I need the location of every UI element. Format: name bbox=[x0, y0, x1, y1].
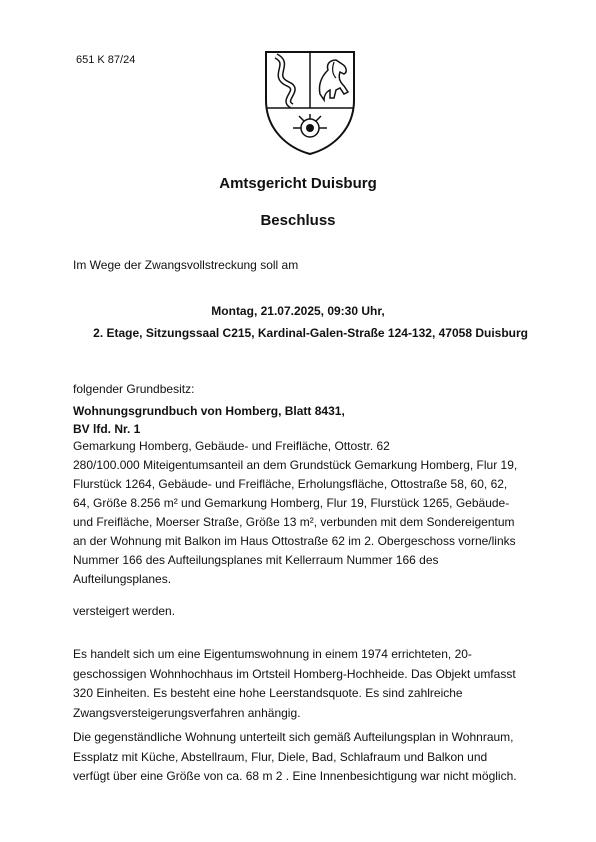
paragraph-line: Zwangsversteigerungsverfahren anhängig. bbox=[73, 705, 301, 720]
intro-text: Im Wege der Zwangsvollstreckung soll am bbox=[73, 258, 299, 272]
auction-location: 2. Etage, Sitzungssaal C215, Kardinal-Galen-Straße 124-132, 47058 Duisburg bbox=[93, 326, 528, 340]
paragraph-line: Es handelt sich um eine Eigentumswohnung in einem 1974 errichteten, 20- bbox=[73, 647, 472, 661]
description-line: und Freifläche, Moerser Straße, Größe 13 m², verbunden mit dem Sondereigentum bbox=[73, 515, 515, 529]
paragraph-line: geschossigen Wohnhochhaus im Ortsteil Homberg-Hochheide. Das Objekt umfasst bbox=[73, 666, 516, 681]
auction-date-time: Montag, 21.07.2025, 09:30 Uhr, bbox=[211, 304, 385, 318]
paragraph-line: verfügt über eine Größe von ca. 68 m 2 . Eine Innenbesichtigung war nicht möglich. bbox=[73, 769, 517, 783]
paragraph-line: Essplatz mit Küche, Abstellraum, Flur, Diele, Bad, Schlafraum und Balkon und bbox=[73, 749, 488, 764]
document-type-heading: Beschluss bbox=[260, 212, 336, 229]
auction-statement: versteigert werden. bbox=[73, 604, 176, 618]
description-line: Nummer 166 des Aufteilungsplanes mit Kellerraum Nummer 166 des bbox=[73, 553, 439, 567]
property-label: folgender Grundbesitz: bbox=[73, 382, 195, 396]
description-line: Flurstück 1264, Gebäude- und Freifläche, Erholungsfläche, Ottostraße 58, 60, 62, bbox=[73, 477, 508, 491]
description-line: Aufteilungsplanes. bbox=[73, 572, 172, 586]
land-register-heading: Wohnungsgrundbuch von Homberg, Blatt 8431, bbox=[73, 404, 345, 418]
object-description-paragraph bbox=[73, 645, 525, 723]
apartment-layout-paragraph bbox=[73, 728, 525, 787]
nrw-coat-of-arms-icon bbox=[262, 48, 358, 156]
description-line: 280/100.000 Miteigentumsanteil an dem Grundstück Gemarkung Homberg, Flur 19, bbox=[73, 458, 518, 472]
description-line: 64, Größe 8.256 m² und Gemarkung Homberg, Flur 19, Flurstück 1265, Gebäude- bbox=[73, 496, 510, 510]
description-line: Gemarkung Homberg, Gebäude- und Freifläche, Ottostr. 62 bbox=[73, 439, 390, 453]
court-name: Amtsgericht Duisburg bbox=[219, 175, 377, 192]
paragraph-line: 320 Einheiten. Es besteht eine hohe Leerstandsquote. Es sind zahlreiche bbox=[73, 686, 463, 700]
description-line: an der Wohnung mit Balkon im Haus Ottostraße 62 im 2. Obergeschoss vorne/links bbox=[73, 534, 516, 548]
inventory-number: BV lfd. Nr. 1 bbox=[73, 422, 141, 436]
property-description bbox=[73, 437, 525, 589]
case-number: 651 K 87/24 bbox=[76, 54, 136, 66]
paragraph-line: Die gegenständliche Wohnung unterteilt sich gemäß Aufteilungsplan in Wohnraum, bbox=[73, 730, 514, 744]
